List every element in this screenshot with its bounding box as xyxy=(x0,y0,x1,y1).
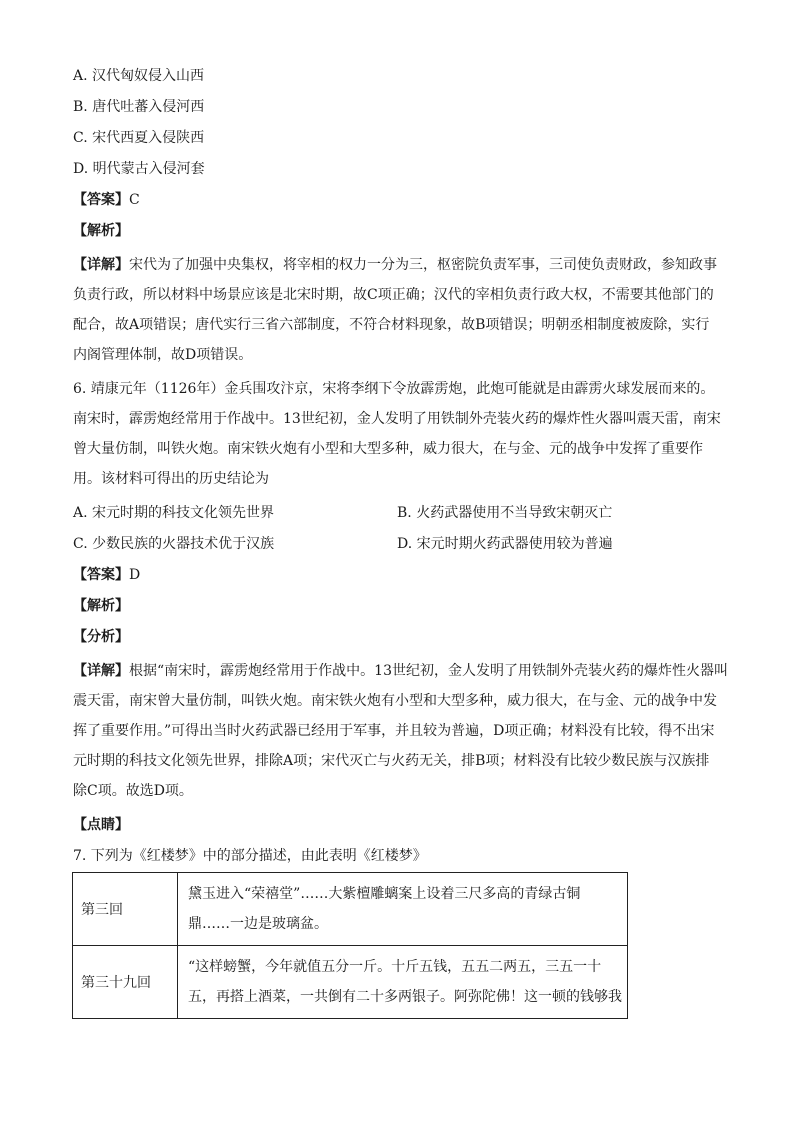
hongloumeng-table xyxy=(72,872,628,1019)
detail-line: 【详解】根据“南宋时，霹雳炮经常用于作战中。13世纪初，金人发明了用铁制外壳装火药的爆炸性火器叫 xyxy=(73,663,728,679)
q6-fenxi-tag: 【分析】 xyxy=(73,629,129,645)
q5-option-b: B. 唐代吐蕃入侵河西 xyxy=(73,99,205,115)
quote-cell xyxy=(178,946,628,1019)
detail-line: 挥了重要作用。”可得出当时火药武器已经用于军事，并且较为普遍，D项正确；材料没有比较，得不出宋 xyxy=(73,723,715,739)
q6-option-b: B. 火药武器使用不当导致宋朝灭亡 xyxy=(397,505,613,521)
detail-line: 内阁管理体制，故D项错误。 xyxy=(73,347,253,363)
detail-line: 负责行政，所以材料中场景应该是北宋时期，故C项正确；汉代的宰相负责行政大权，不需要其他部门的 xyxy=(73,287,714,303)
q6-answer xyxy=(73,565,140,585)
stem-line: 用。该材料可得出的历史结论为 xyxy=(73,471,269,487)
q7-stem: 7. 下列为《红楼梦》中的部分描述，由此表明《红楼梦》 xyxy=(73,848,427,864)
answer-value: C xyxy=(129,192,140,208)
detail-line: 【详解】宋代为了加强中央集权，将宰相的权力一分为三，枢密院负责军事，三司使负责财政，参知政事 xyxy=(73,257,717,273)
chapter-cell: 第三十九回 xyxy=(73,946,178,1019)
stem-line: 曾大量仿制，叫铁火炮。南宋铁火炮有小型和大型多种，威力很大，在与金、元的战争中发挥了重要作 xyxy=(73,441,703,457)
q6-option-a: A. 宋元时期的科技文化领先世界 xyxy=(73,505,275,521)
q6-detail xyxy=(73,656,728,806)
quote-line: “这样螃蟹，今年就值五分一斤。十斤五钱，五五二两五，三五一十 xyxy=(188,959,602,975)
quote-line: 黛玉进入“荣禧堂”……大紫檀雕螭案上设着三尺多高的青绿古铜 xyxy=(188,886,581,902)
q5-answer xyxy=(73,190,140,210)
detail-line: 配合，故A项错误；唐代实行三省六部制度，不符合材料现象，故B项错误；明朝丞相制度被废除，实行 xyxy=(73,317,710,333)
q5-analysis-tag: 【解析】 xyxy=(73,223,129,239)
detail-line: 除C项。故选D项。 xyxy=(73,783,193,799)
q6-dianjing-tag: 【点睛】 xyxy=(73,817,129,833)
detail-line: 元时期的科技文化领先世界，排除A项；宋代灭亡与火药无关，排B项；材料没有比较少数民族与汉族排 xyxy=(73,753,710,769)
q6-stem xyxy=(73,374,723,494)
chapter-cell: 第三回 xyxy=(73,873,178,946)
quote-cell xyxy=(178,873,628,946)
q6-analysis-tag: 【解析】 xyxy=(73,598,129,614)
table-row xyxy=(73,873,628,946)
q5-option-c: C. 宋代西夏入侵陕西 xyxy=(73,130,205,146)
quote-line: 五，再搭上酒菜，一共倒有二十多两银子。阿弥陀佛！这一顿的钱够我 xyxy=(188,989,622,1005)
table-row xyxy=(73,946,628,1019)
answer-tag: 【答案】 xyxy=(73,567,129,583)
detail-line: 震天雷，南宋曾大量仿制，叫铁火炮。南宋铁火炮有小型和大型多种，威力很大，在与金、元的战争中发 xyxy=(73,693,717,709)
detail-tag: 【详解】 xyxy=(73,257,129,273)
q5-option-a: A. 汉代匈奴侵入山西 xyxy=(73,68,205,84)
answer-tag: 【答案】 xyxy=(73,192,129,208)
q6-option-d: D. 宋元时期火药武器使用较为普遍 xyxy=(397,536,613,552)
stem-line: 6. 靖康元年（1126年）金兵围攻汴京，宋将李纲下令放霹雳炮，此炮可能就是由霹雳火球发展而来的。 xyxy=(73,381,715,397)
q5-detail xyxy=(73,250,723,370)
q5-option-d: D. 明代蒙古入侵河套 xyxy=(73,161,205,177)
q6-option-c: C. 少数民族的火器技术优于汉族 xyxy=(73,536,275,552)
detail-tag: 【详解】 xyxy=(73,663,129,679)
stem-line: 南宋时，霹雳炮经常用于作战中。13世纪初，金人发明了用铁制外壳装火药的爆炸性火器叫震天雷，南宋 xyxy=(73,411,721,427)
quote-line: 鼎……一边是玻璃盆。 xyxy=(188,916,328,932)
answer-value: D xyxy=(129,567,141,583)
